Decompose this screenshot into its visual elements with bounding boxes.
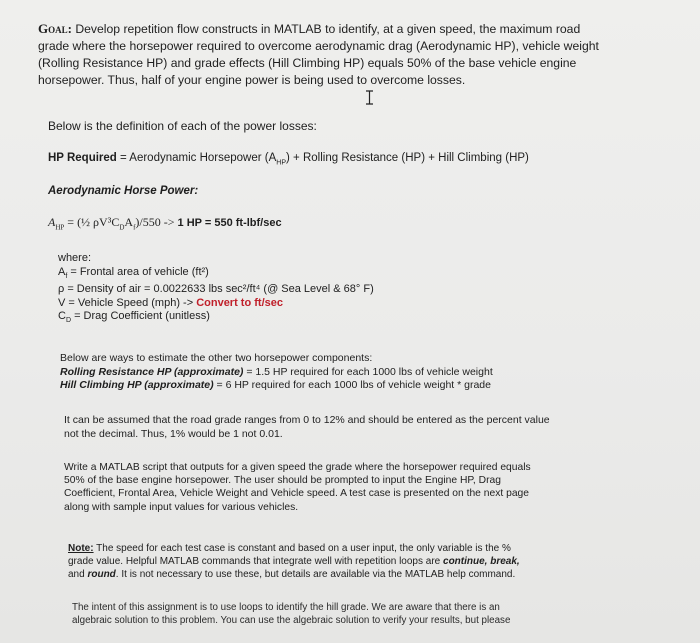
note-line-3c: . It is not necessary to use these, but details are available via the MATLAB help command. xyxy=(115,569,516,581)
where-af-line xyxy=(58,266,374,284)
formula-a2: A xyxy=(124,215,134,229)
aero-heading: Aerodynamic Horse Power: xyxy=(48,185,199,197)
hp-required-eq: = Aerodynamic Horsepower (A xyxy=(116,152,277,164)
formula-conversion: 1 HP = 550 ft-lbf/sec xyxy=(174,217,282,229)
hill-text: = 6 HP required for each 1000 lbs of vehicle weight * grade xyxy=(213,379,491,391)
note-line-2: grade value. Helpful MATLAB commands that integrate well with repetition loops are xyxy=(68,556,444,568)
estimates-intro: Below are ways to estimate the other two horsepower components: xyxy=(60,352,373,364)
where-cd-line xyxy=(58,310,374,328)
hill-label: Hill Climbing HP (approximate) xyxy=(60,379,214,391)
hp-required-sub: HP xyxy=(276,159,287,167)
note-label: Note: xyxy=(68,543,94,554)
note-paragraph xyxy=(68,542,520,582)
cd-sub: D xyxy=(65,317,72,325)
write-line-4: along with sample input values for various vehicles. xyxy=(64,501,299,513)
grade-line-2: not the decimal. Thus, 1% would be 1 not 0.01. xyxy=(64,427,283,440)
rolling-label: Rolling Resistance HP (approximate) xyxy=(60,365,244,378)
definitions-intro: Below is the definition of each of the power losses: xyxy=(48,119,317,133)
af-symbol: A xyxy=(58,265,66,278)
formula-a: A xyxy=(48,215,56,229)
af-sub: f xyxy=(65,272,68,280)
grade-paragraph xyxy=(64,414,550,441)
v-text: V = Vehicle Speed (mph) -> xyxy=(58,296,197,309)
where-label: where: xyxy=(58,252,92,264)
where-rho-line: ρ = Density of air = 0.0022633 lbs sec²/ft⁴ (@ Sea Level & 68° F) xyxy=(58,283,374,296)
cd-text: = Drag Coefficient (unitless) xyxy=(71,310,210,323)
formula-a-sub: HP xyxy=(55,223,65,232)
estimates-block xyxy=(60,352,493,393)
formula-body: = (½ ρV³C xyxy=(64,215,120,229)
aero-formula xyxy=(48,215,282,231)
write-line-2: 50% of the base engine horsepower. The user should be prompted to input the Engine HP, Drag xyxy=(64,475,501,487)
cd-symbol: C xyxy=(58,310,66,323)
note-commands-2: round xyxy=(87,569,116,581)
hp-required-label: HP Required xyxy=(48,152,117,164)
where-block xyxy=(58,252,374,328)
hill-climbing-line xyxy=(60,379,493,393)
where-v-line xyxy=(58,297,374,311)
text-cursor-icon xyxy=(364,90,375,105)
hp-required-rest: ) + Rolling Resistance (HP) + Hill Climbing (HP) xyxy=(286,152,529,164)
goal-paragraph xyxy=(38,20,599,89)
rolling-resistance-line xyxy=(60,366,493,380)
v-convert-note: Convert to ft/sec xyxy=(196,296,283,309)
note-line-3a: and xyxy=(68,569,88,581)
write-paragraph xyxy=(64,461,531,514)
goal-line-4: horsepower. Thus, half of your engine power is being used to overcome losses. xyxy=(38,73,466,87)
goal-label: Goal: xyxy=(38,21,72,36)
rolling-text: = 1.5 HP required for each 1000 lbs of vehicle weight xyxy=(243,365,493,378)
goal-line-3: (Rolling Resistance HP) and grade effects (Hill Climbing HP) equals 50% of the base vehicle engine xyxy=(38,56,577,70)
note-commands-1: continue, break, xyxy=(443,556,520,568)
intent-line-2: algebraic solution to this problem. You can use the algebraic solution to verify your results, but please xyxy=(72,615,511,626)
goal-line-1: Develop repetition flow constructs in MATLAB to identify, at a given speed, the maximum road xyxy=(75,22,581,36)
formula-tail: )/550 -> xyxy=(135,215,175,229)
intent-paragraph xyxy=(72,601,510,627)
write-line-1: Write a MATLAB script that outputs for a given speed the grade where the horsepower required equals xyxy=(64,462,531,473)
intent-line-1: The intent of this assignment is to use loops to identify the hill grade. We are aware that there is an xyxy=(72,602,500,613)
formula-af-sub: f xyxy=(133,223,136,232)
goal-line-2: grade where the horsepower required to overcome aerodynamic drag (Aerodynamic HP), vehicle weight xyxy=(38,39,599,53)
grade-line-1: It can be assumed that the road grade ranges from 0 to 12% and should be entered as the percent value xyxy=(64,414,550,426)
hp-required-line xyxy=(48,152,529,166)
formula-cd-sub: D xyxy=(119,223,125,232)
af-text: = Frontal area of vehicle (ft²) xyxy=(67,265,209,278)
note-line-1: The speed for each test case is constant and based on a user input, the only variable is the % xyxy=(93,543,511,554)
write-line-3: Coefficient, Frontal Area, Vehicle Weight and Vehicle speed. A test case is presented on the next page xyxy=(64,488,529,500)
